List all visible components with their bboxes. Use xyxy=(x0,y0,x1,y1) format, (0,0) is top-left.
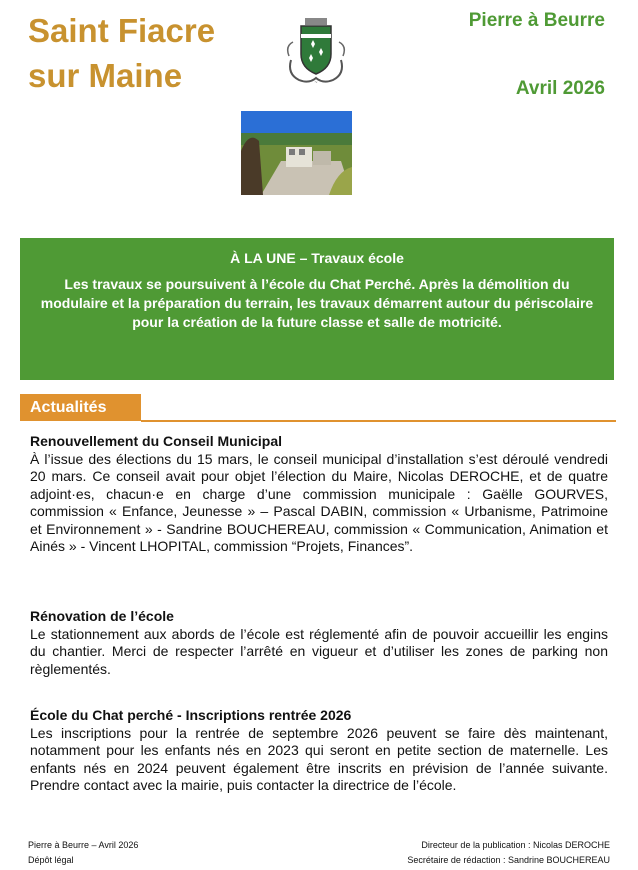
headline-text: Les travaux se poursuivent à l’école du Chat Perché. Après la démolition du modulaire et la préparation du terrain, les travaux démarrent autour du périscolaire pour la création de la future classe et salle de motricité. xyxy=(40,276,594,330)
town-title-line1: Saint Fiacre xyxy=(28,12,216,49)
coat-of-arms-icon xyxy=(285,16,347,86)
footer-publication: Pierre à Beurre – Avril 2026 xyxy=(28,840,139,850)
article-body: À l’issue des élections du 15 mars, le conseil municipal d’installation s’est déroulé vendredi 20 mars. Ce conseil avait pour objet l’élection du Maire, Nicolas DEROCHE, et de quatre adjoint·es, chacun·e en charge d’une commission municipale : Gaëlle GOURVES, commission « Enfance, Jeunesse » – Pascal DABIN, commission « Urbanisme, Patrimoine et Environnement » - Sandrine BOUCHEREAU, commission « Communication, Animation et Ainés » - Vincent LHOPITAL, commission “Projets, Finances”. xyxy=(30,450,608,554)
footer-editor: Secrétaire de rédaction : Sandrine BOUCHEREAU xyxy=(407,855,610,865)
school-works-photo xyxy=(241,111,352,195)
article-title: Rénovation de l’école xyxy=(30,608,174,624)
article-body: Les inscriptions pour la rentrée de septembre 2026 peuvent se faire dès maintenant, notamment pour les enfants nés en 2023 qui seront en petite section de maternelle. Les enfants nés en 2024 peuvent également être inscrits en prévision de l’année suivante. Prendre contact avec la mairie, puis contacter la directrice de l’école. xyxy=(30,724,608,793)
article-renovation xyxy=(30,608,608,678)
article-enrolment xyxy=(30,707,608,795)
article-body: Le stationnement aux abords de l’école est réglementé afin de pouvoir accueillir les engins du chantier. Merci de respecter l’arrêté en vigueur et d’utiliser les zones de parking non règlementés. xyxy=(30,625,608,677)
footer-legal-deposit: Dépôt légal xyxy=(28,855,74,865)
town-title-line2: sur Maine xyxy=(28,57,183,94)
footer-director: Directeur de la publication : Nicolas DEROCHE xyxy=(421,840,610,850)
publication-name: Pierre à Beurre xyxy=(468,10,605,31)
article-title: École du Chat perché - Inscriptions rentrée 2026 xyxy=(30,707,352,723)
footer-right xyxy=(407,838,610,868)
headline-title: À LA UNE – Travaux école xyxy=(230,250,404,266)
section-title: Actualités xyxy=(20,394,141,421)
svg-text:~: ~ xyxy=(314,80,318,86)
town-title xyxy=(28,8,215,98)
publication-date: Avril 2026 xyxy=(515,78,605,99)
article-title: Renouvellement du Conseil Municipal xyxy=(30,433,283,449)
section-divider xyxy=(141,420,616,422)
headline-box xyxy=(20,238,614,380)
footer-left xyxy=(28,838,138,868)
article-council xyxy=(30,433,608,556)
